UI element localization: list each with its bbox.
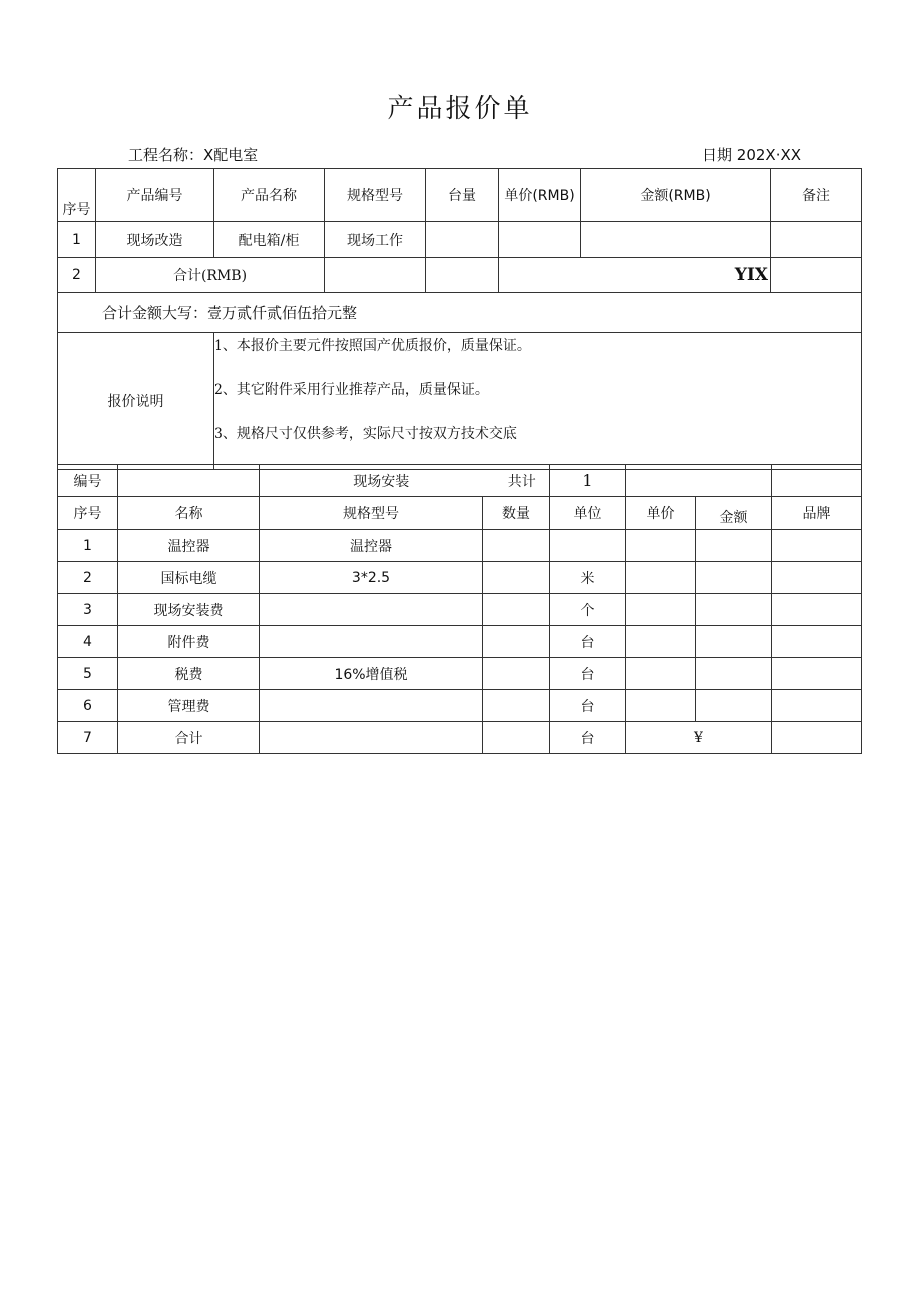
row-price [626, 626, 696, 658]
install-item [260, 465, 550, 497]
header-no: 序号 [58, 497, 118, 530]
row-unit: 米 [550, 562, 626, 594]
note-item: 2、其它附件采用行业推荐产品，质量保证。 [214, 382, 489, 398]
row-unit-price [499, 222, 581, 258]
row-brand [772, 690, 862, 722]
row-amount [696, 658, 772, 690]
date-label: 日期 [702, 146, 733, 164]
install-item-label: 现场安装 [353, 473, 410, 490]
row-no: 7 [58, 722, 118, 754]
table-row [58, 530, 862, 562]
row-brand [772, 562, 862, 594]
row-no: 6 [58, 690, 118, 722]
row-spec: 16%增值税 [260, 658, 483, 690]
install-header-row [58, 497, 862, 530]
install-top-row [58, 465, 862, 497]
row-amount [696, 626, 772, 658]
row-qty [483, 562, 550, 594]
row-spec: 温控器 [260, 530, 483, 562]
row-amount [696, 530, 772, 562]
row-spec: 现场工作 [325, 222, 426, 258]
header-unit-price: 单价(RMB) [499, 169, 581, 222]
row-no: 5 [58, 658, 118, 690]
row-name: 管理费 [118, 690, 260, 722]
table-row [58, 658, 862, 690]
table-row [58, 594, 862, 626]
row-amount [696, 562, 772, 594]
header-qty: 台量 [426, 169, 499, 222]
total-blank-spec [325, 258, 426, 293]
row-spec [260, 626, 483, 658]
code-label: 编号 [58, 465, 118, 497]
row-no: 1 [58, 222, 96, 258]
total-blank-qty [426, 258, 499, 293]
header-brand: 品牌 [772, 497, 862, 530]
project-name [128, 144, 258, 165]
row-unit: 个 [550, 594, 626, 626]
row-qty [483, 658, 550, 690]
table-row [58, 562, 862, 594]
row-amount [696, 594, 772, 626]
install-total-row [58, 722, 862, 754]
total-amount: YIX [499, 258, 771, 293]
header-code: 产品编号 [96, 169, 214, 222]
project-label: 工程名称： [128, 146, 204, 164]
header-price: 单价 [626, 497, 696, 530]
quote-table [57, 168, 862, 470]
row-spec: 3*2.5 [260, 562, 483, 594]
table-row [58, 626, 862, 658]
notes-label: 报价说明 [58, 333, 214, 470]
row-unit: 台 [550, 658, 626, 690]
row-price [626, 690, 696, 722]
row-name: 税费 [118, 658, 260, 690]
total-row [58, 258, 862, 293]
row-qty [483, 530, 550, 562]
top-blank [626, 465, 772, 497]
header-name: 产品名称 [214, 169, 325, 222]
header-spec: 规格型号 [260, 497, 483, 530]
notes-row [58, 333, 862, 470]
row-brand [772, 594, 862, 626]
install-table [57, 464, 862, 754]
row-brand [772, 530, 862, 562]
row-spec [260, 594, 483, 626]
date-value: 202X·XX [736, 146, 802, 164]
amount-in-words: 合计金额大写：壹万贰仟贰佰伍拾元整 [58, 293, 862, 333]
row-no: 4 [58, 626, 118, 658]
row-price [626, 594, 696, 626]
total-row-no: 2 [58, 258, 96, 293]
row-brand [772, 658, 862, 690]
header-name: 名称 [118, 497, 260, 530]
row-name: 国标电缆 [118, 562, 260, 594]
header-amount: 金额(RMB) [581, 169, 771, 222]
row-qty [483, 626, 550, 658]
row-remark [771, 222, 862, 258]
row-amount [581, 222, 771, 258]
row-unit: 台 [550, 626, 626, 658]
row-amount [696, 690, 772, 722]
note-item: 3、规格尺寸仅供参考，实际尺寸按双方技术交底 [214, 426, 517, 442]
row-name: 温控器 [118, 530, 260, 562]
total-count-label: 共计 [507, 473, 536, 490]
row-name: 现场安装费 [118, 594, 260, 626]
notes-content [214, 333, 862, 470]
row-price [626, 530, 696, 562]
project-value: X配电室 [203, 146, 259, 164]
row-brand [772, 722, 862, 754]
table-row [58, 690, 862, 722]
total-blank-remark [771, 258, 862, 293]
header-spec: 规格型号 [325, 169, 426, 222]
total-count-value: 1 [550, 465, 626, 497]
row-qty [483, 594, 550, 626]
header-no: 序号 [58, 169, 96, 222]
row-code: 现场改造 [96, 222, 214, 258]
row-spec [260, 722, 483, 754]
quote-date [702, 144, 801, 165]
row-no: 2 [58, 562, 118, 594]
code-value [118, 465, 260, 497]
row-name: 附件费 [118, 626, 260, 658]
top-blank-brand [772, 465, 862, 497]
row-qty [426, 222, 499, 258]
row-unit: 台 [550, 690, 626, 722]
header-remark: 备注 [771, 169, 862, 222]
row-name: 配电箱/柜 [214, 222, 325, 258]
table-row [58, 222, 862, 258]
row-qty [483, 722, 550, 754]
row-brand [772, 626, 862, 658]
row-unit [550, 530, 626, 562]
header-amount: 金额 [696, 497, 772, 530]
row-name: 合计 [118, 722, 260, 754]
row-qty [483, 690, 550, 722]
row-price [626, 562, 696, 594]
total-label: 合计(RMB) [96, 258, 325, 293]
row-no: 1 [58, 530, 118, 562]
page-title: 产品报价单 [387, 94, 533, 124]
row-total: ¥ [626, 722, 772, 754]
amount-in-words-row [58, 293, 862, 333]
row-no: 3 [58, 594, 118, 626]
quote-header-row [58, 169, 862, 222]
row-spec [260, 690, 483, 722]
row-unit: 台 [550, 722, 626, 754]
note-item: 1、本报价主要元件按照国产优质报价，质量保证。 [214, 338, 531, 354]
header-unit: 单位 [550, 497, 626, 530]
header-qty: 数量 [483, 497, 550, 530]
row-price [626, 658, 696, 690]
